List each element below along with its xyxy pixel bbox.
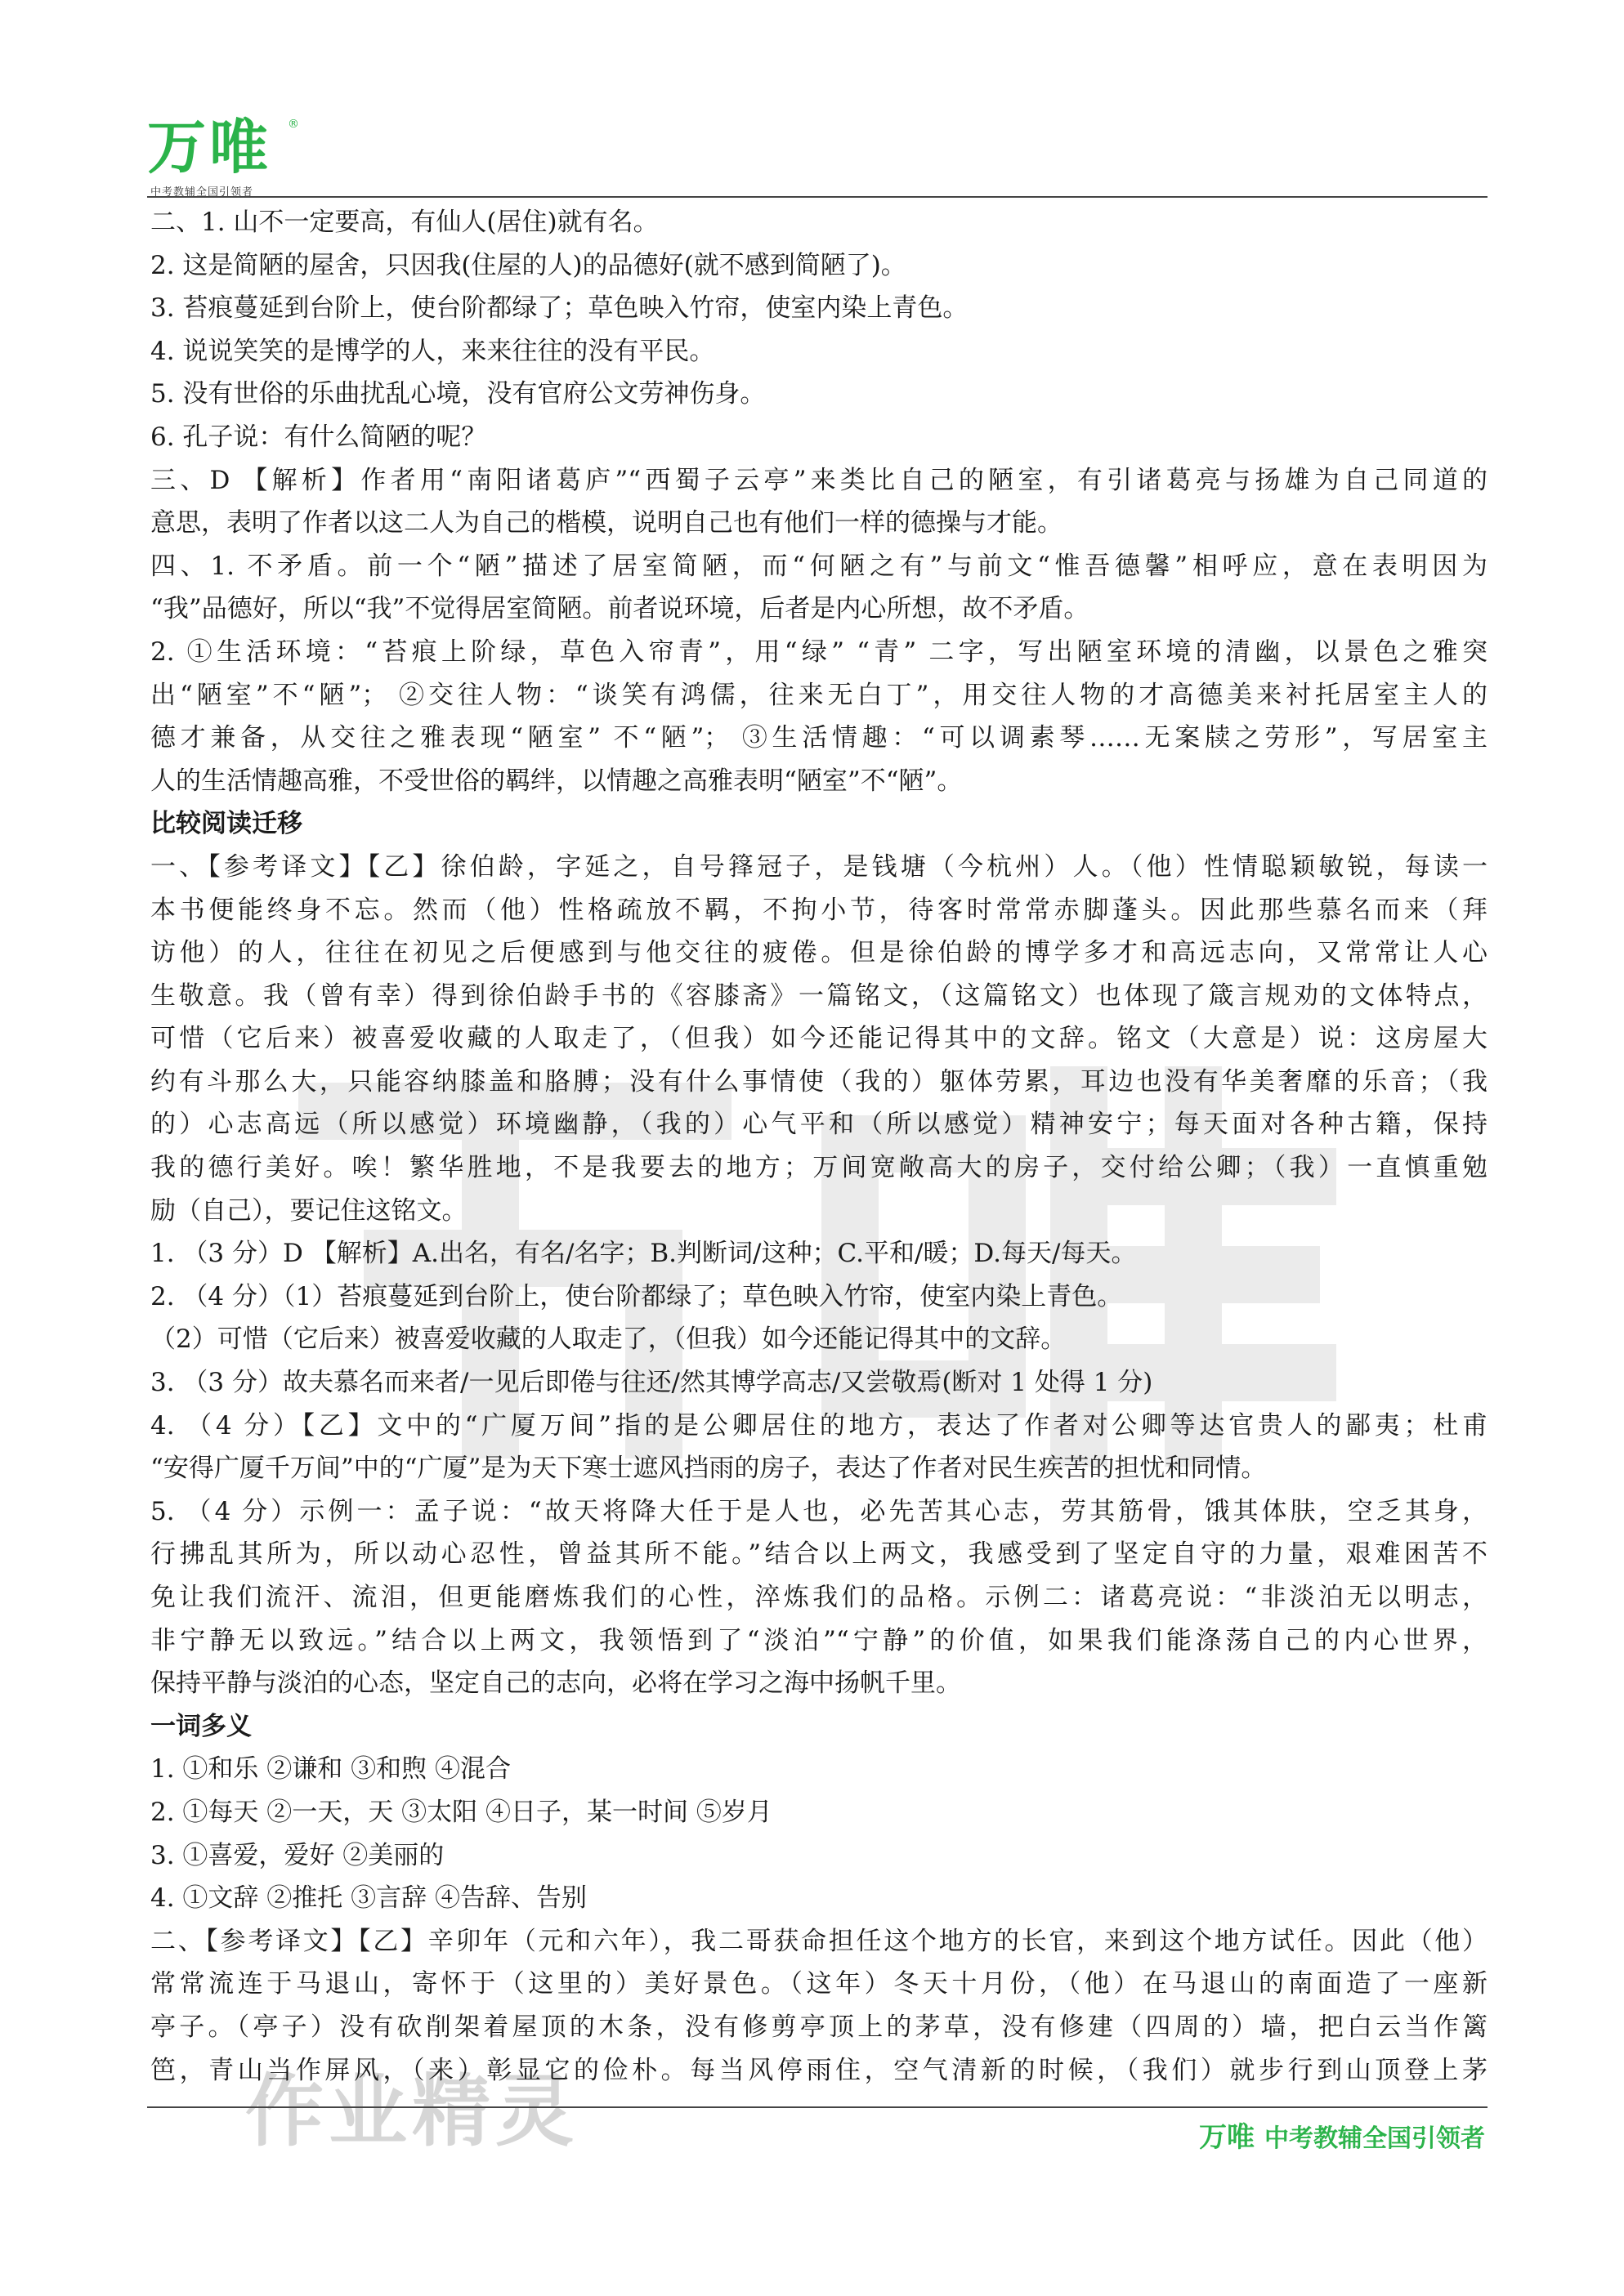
answer-line: 免让我们流汗、流泪，但更能磨炼我们的心性，淬炼我们的品格。示例二：诸葛亮说：“非淡泊无以明志， (150, 1583, 1488, 1612)
answer-line: （2）可惜（它后来）被喜爱收藏的人取走了，（但我）如今还能记得其中的文辞。 (150, 1324, 1067, 1355)
answer-line: 4. 说说笑笑的是博学的人，来来往往的没有平民。 (150, 336, 715, 366)
footer-slogan: 中考教辅全国引领者 (1264, 2124, 1485, 2153)
answer-line: 我的德行美好。唉！繁华胜地，不是我要去的地方；万间宽敞高大的房子，交付给公卿；（我）一直慎重勉 (150, 1153, 1488, 1183)
answer-line: 约有斗那么大，只能容纳膝盖和胳膊；没有什么事情使（我的）躯体劳累，耳边也没有华美奢靡的乐音；（我 (150, 1066, 1488, 1097)
answer-line: 四、1. 不矛盾。前一个“陋”描述了居室简陋，而“何陋之有”与前文“惟吾德馨”相呼应，意在表明因为 (150, 551, 1488, 581)
answer-line: 一、【参考译文】【乙】徐伯龄，字延之，自号箨冠子，是钱塘（今杭州）人。（他）性情聪颖敏锐，每读一 (150, 851, 1488, 882)
answer-line: “我”品德好，所以“我”不觉得居室简陋。前者说环境，后者是内心所想，故不矛盾。 (150, 594, 1089, 624)
answer-content (150, 201, 1488, 2092)
answer-line: 非宁静无以致远。”结合以上两文，我领悟到了“淡泊”“宁静”的价值，如果我们能涤荡自己的内心世界， (150, 1625, 1488, 1655)
answer-line: 笆，青山当作屏风，（来）彰显它的俭朴。每当风停雨住，空气清新的时候，（我们）就步行到山顶登上茅 (150, 2055, 1488, 2085)
answer-line: 3. ①喜爱，爱好 ②美丽的 (150, 1840, 445, 1870)
answer-line: 5. 没有世俗的乐曲扰乱心境，没有官府公文劳神伤身。 (150, 379, 766, 409)
footer-divider (147, 2106, 1488, 2108)
section-heading: 一词多义 (150, 1711, 252, 1741)
watermark-text: 作业精灵 (245, 2066, 579, 2157)
answer-line: 6. 孔子说：有什么简陋的呢？ (150, 422, 487, 452)
answer-line: 二、1. 山不一定要高，有仙人(居住)就有名。 (150, 208, 659, 237)
footer-logo: 万唯 (1199, 2121, 1255, 2154)
answer-line: 行拂乱其所为，所以动心忍性，曾益其所不能。”结合以上两文，我感受到了坚定自守的力量，艰难困苦不 (150, 1539, 1488, 1570)
answer-line: 4. ①文辞 ②推托 ③言辞 ④告辞、告别 (150, 1883, 587, 1914)
answer-line: 保持平静与淡泊的心态，坚定自己的志向，必将在学习之海中扬帆千里。 (150, 1668, 961, 1699)
answer-line: 2. 这是简陋的屋舍，只因我(住屋的人)的品德好(就不感到简陋了)。 (150, 250, 906, 280)
answer-line: 访他）的人，往往在初见之后便感到与他交往的疲倦。但是徐伯龄的博学多才和高远志向，又常常让人心 (150, 938, 1488, 968)
answer-line: 3. 苔痕蔓延到台阶上，使台阶都绿了；草色映入竹帘，使室内染上青色。 (150, 293, 969, 324)
answer-line: 意思，表明了作者以这二人为自己的楷模，说明自己也有他们一样的德操与才能。 (150, 508, 1063, 538)
answer-line: 常常流连于马退山，寄怀于（这里的）美好景色。（这年）冬天十月份，（他）在马退山的南面造了一座新 (150, 1969, 1488, 1999)
answer-line: 三、D 【解析】作者用“南阳诸葛庐”“西蜀子云亭”来类比自己的陋室，有引诸葛亮与扬雄为自己同道的 (150, 465, 1488, 495)
answer-line: 3. （3 分）故夫慕名而来者/一见后即倦与往还/然其博学高志/又尝敬焉(断对 1 处得 1 分) (150, 1368, 1153, 1398)
answer-line: 2. （4 分）（1）苔痕蔓延到台阶上，使台阶都绿了；草色映入竹帘，使室内染上青色。 (150, 1281, 1123, 1311)
registered-mark: ® (288, 118, 299, 131)
page-footer (1199, 2115, 1485, 2154)
answer-line: 2. ①生活环境：“苔痕上阶绿，草色入帘青”，用“绿” “青” 二字，写出陋室环境的清幽，以景色之雅突 (150, 637, 1488, 667)
answer-line: 1. （3 分）D 【解析】A.出名，有名/名字；B.判断词/这种；C.平和/暖；D.每天/每天。 (150, 1239, 1137, 1269)
answer-line: 亭子。（亭子）没有砍削架着屋顶的木条，没有修剪亭顶上的茅草，没有修建（四周的）墙，把白云当作篱 (150, 2012, 1488, 2042)
answer-line: 出“陋室”不“陋”； ②交往人物：“谈笑有鸿儒，往来无白丁”，用交往人物的才高德美来衬托居室主人的 (150, 680, 1488, 710)
answer-line: 生敬意。我（曾有幸）得到徐伯龄手书的《容膝斋》一篇铭文，（这篇铭文）也体现了箴言规劝的文体特点， (150, 980, 1488, 1011)
answer-line: 可惜（它后来）被喜爱收藏的人取走了，（但我）如今还能记得其中的文辞。铭文（大意是）说：这房屋大 (150, 1024, 1488, 1054)
answer-line: 德才兼备，从交往之雅表现“陋室” 不“陋”； ③生活情趣：“可以调素琴……无案牍之劳形”，写居室主 (150, 723, 1488, 753)
answer-line: 人的生活情趣高雅，不受世俗的羁绊，以情趣之高雅表明“陋室”不“陋”。 (150, 766, 963, 796)
answer-line: 2. ①每天 ②一天，天 ③太阳 ④日子，某一时间 ⑤岁月 (150, 1797, 772, 1827)
answer-line: 二、【参考译文】【乙】辛卯年（元和六年），我二哥获命担任这个地方的长官，来到这个地方试任。因此（他） (150, 1926, 1488, 1956)
answer-line: 4. （4 分）【乙】文中的“广厦万间”指的是公卿居住的地方，表达了作者对公卿等达官贵人的鄙夷；杜甫 (150, 1410, 1488, 1441)
header-divider (147, 196, 1488, 198)
answer-line: 1. ①和乐 ②谦和 ③和煦 ④混合 (150, 1754, 511, 1785)
brand-tagline: 中考教辅全国引领者 (150, 186, 254, 199)
page-header (147, 113, 1488, 199)
answer-line: 本书便能终身不忘。然而（他）性格疏放不羁，不拘小节，待客时常常赤脚蓬头。因此那些慕名而来（拜 (150, 895, 1488, 925)
answer-line: 5. （4 分）示例一：孟子说：“故天将降大任于是人也，必先苦其心志，劳其筋骨，饿其体肤，空乏其身， (150, 1496, 1488, 1526)
brand-logo: 万唯 (147, 113, 272, 181)
answer-line: “安得广厦千万间”中的“广厦”是为天下寒士遮风挡雨的房子，表达了作者对民生疾苦的担忧和同情。 (150, 1454, 1267, 1484)
answer-line: 励（自己），要记住这铭文。 (150, 1195, 468, 1226)
answer-line: 的）心志高远（所以感觉）环境幽静，（我的）心气平和（所以感觉）精神安宁；每天面对各种古籍，保持 (150, 1110, 1488, 1140)
section-heading: 比较阅读迁移 (150, 809, 302, 839)
